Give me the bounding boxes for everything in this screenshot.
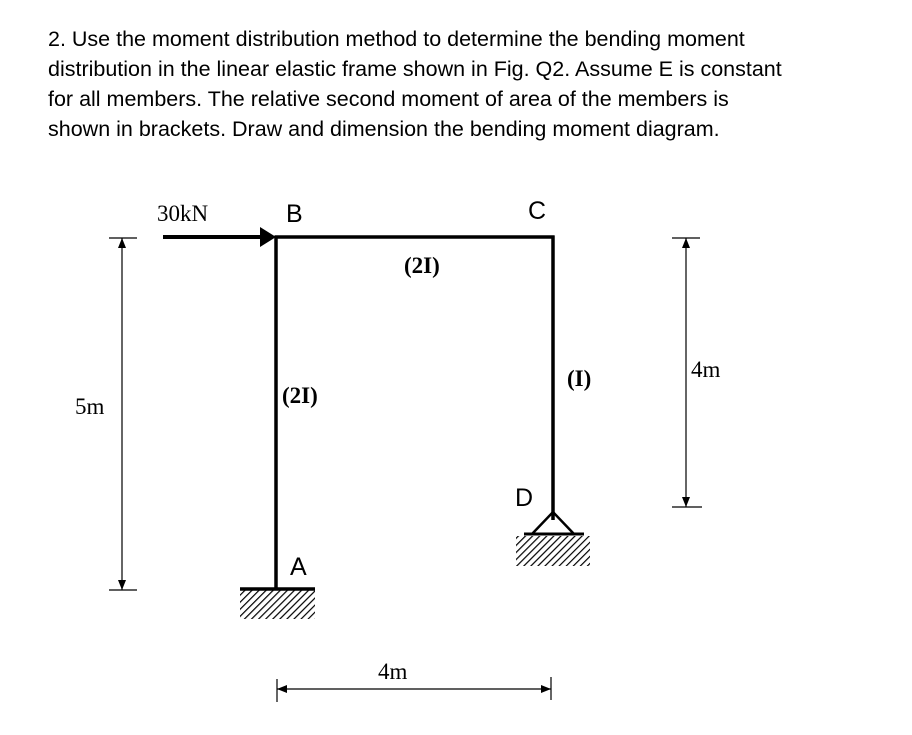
- dimension-right-label: 4m: [691, 357, 721, 382]
- dimension-bottom-label: 4m: [378, 659, 408, 684]
- dimension-left-label: 5m: [75, 394, 105, 419]
- dimension-bottom: [277, 677, 551, 702]
- fixed-support-a: [240, 589, 315, 619]
- node-label-d: D: [515, 484, 534, 512]
- question-line-1: 2. Use the moment distribution method to determine the bending moment: [48, 27, 745, 51]
- member-label-cd: (I): [567, 366, 592, 391]
- node-label-c: C: [528, 197, 547, 225]
- member-label-ab: (2I): [282, 383, 318, 408]
- load-label: 30kN: [157, 201, 209, 226]
- node-label-b: B: [286, 200, 303, 228]
- node-label-a: A: [290, 553, 307, 581]
- load-arrow: [163, 227, 276, 247]
- member-label-bc: (2I): [404, 253, 440, 278]
- question-line-4: shown in brackets. Draw and dimension the bending moment diagram.: [48, 117, 720, 141]
- pinned-support-d: [516, 512, 590, 566]
- question-line-2: distribution in the linear elastic frame shown in Fig. Q2. Assume E is constant: [48, 57, 782, 81]
- dimension-left: [109, 238, 137, 590]
- question-line-3: for all members. The relative second moment of area of the members is: [48, 87, 729, 111]
